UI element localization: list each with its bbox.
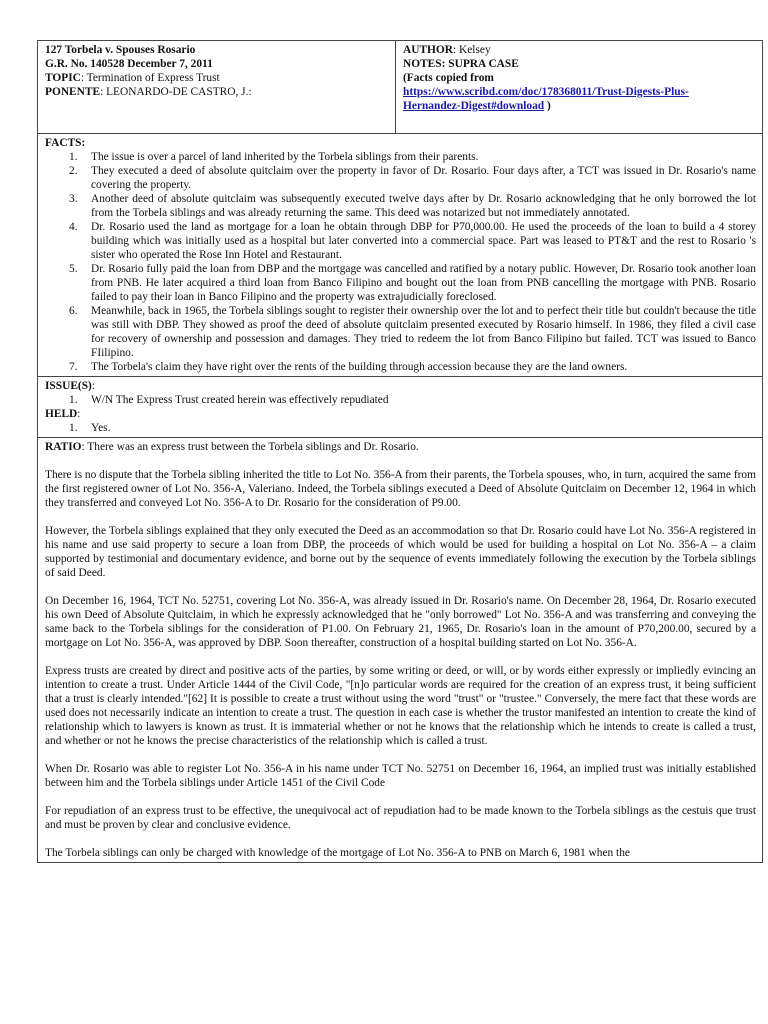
ponente-label: PONENTE <box>45 86 101 98</box>
ratio-paragraph: There is no dispute that the Torbela sibling inherited the title to Lot No. 356-A from their parents, the Torbela spouses, who, in turn, acquired the same from the first registered owner of Lot No. 356-A, Valeriano. Indeed, the Torbela siblings executed a Deed of Absolute Quitclaim on December 12, 1964 in which they transferred and conveyed Lot No. 356-A to Dr. Rosario for the consideration of P9.00. <box>45 469 756 509</box>
topic-label: TOPIC <box>45 72 81 84</box>
list-item <box>45 360 756 374</box>
author-value: : Kelsey <box>453 44 491 56</box>
ratio-paragraph: Express trusts are created by direct and positive acts of the parties, by some writing or deed, or will, or by words either expressly or impliedly evincing an intention to create a trust. Under Article 1444 of the Civil Code, "[n]o particular words are required for the creation of an express trust, it being sufficient that a trust is clearly intended."[62] It is possible to create a trust without using the word "trust" or "trustee." Conversely, the mere fact that these words are used does not necessarily indicate an intention to create a trust. The question in each case is whether the trustor manifested an intention to create the kind of relationship which to lawyers is known as trust. It is immaterial whether or not he knows that the relationship which he intends to create is called a trust, and whether or not he knows the precise characteristics of the relationship which is called a trust. <box>45 665 756 747</box>
list-item <box>45 393 756 407</box>
fact-text: The issue is over a parcel of land inherited by the Torbela siblings from their parents. <box>91 151 479 163</box>
source-link-line1[interactable]: https://www.scribd.com/doc/178368011/Trust-Digests-Plus- <box>403 86 689 98</box>
list-item <box>45 304 756 360</box>
issue-list <box>45 393 756 407</box>
author-label: AUTHOR <box>403 44 453 56</box>
held-list <box>45 421 756 435</box>
item-number: 2. <box>69 165 78 177</box>
ratio-paragraph: The Torbela siblings can only be charged with knowledge of the mortgage of Lot No. 356-A to PNB on March 6, 1981 when the <box>45 847 630 859</box>
list-item <box>45 164 756 192</box>
ratio-paragraph: However, the Torbela siblings explained that they only executed the Deed as an accommodation so that Dr. Rosario could have Lot No. 356-A registered in his name and use said property to secure a loan from DBP, the proceeds of which would be used for building a hospital on Lot No. 356-A – a claim supported by testimonial and documentary evidence, and borne out by the sequence of events immediately following the execution by the Torbela siblings of said Deed. <box>45 525 756 579</box>
list-item <box>45 262 756 304</box>
list-item <box>45 421 756 435</box>
item-number: 7. <box>69 361 78 373</box>
fact-text: They executed a deed of absolute quitclaim over the property in favor of Dr. Rosario. Four days after, a TCT was issued in Dr. Rosario's name covering the property. <box>91 165 756 191</box>
facts-row <box>38 134 763 377</box>
author-notes-cell <box>396 41 763 134</box>
list-item <box>45 220 756 262</box>
author-line <box>403 43 756 57</box>
ratio-cell <box>38 438 763 863</box>
held-heading: HELD <box>45 408 78 420</box>
ratio-row <box>38 438 763 863</box>
item-number: 1. <box>69 394 78 406</box>
facts-list <box>45 150 756 374</box>
case-info-cell <box>38 41 396 134</box>
header-row <box>38 41 763 134</box>
list-item <box>45 192 756 220</box>
case-title: 127 Torbela v. Spouses Rosario <box>45 44 196 56</box>
fact-text: Another deed of absolute quitclaim was subsequently executed twelve days after by Dr. Rosario acknowledging that he only borrowed the lot from the Torbela siblings and was already returning the same. This deed was notarized but not immediately annotated. <box>91 193 756 219</box>
fact-text: Dr. Rosario fully paid the loan from DBP and the mortgage was cancelled and ratified by a notary public. However, Dr. Rosario took another loan from PNB. He later acquired a third loan from Banco Filipino and bought out the loan from PNB cancelling the mortgage with PNB. Rosario failed to pay their loan in Banco Filipino and the property was extrajudicially foreclosed. <box>91 263 756 303</box>
case-digest-page <box>37 40 763 863</box>
ponente-line <box>45 85 389 99</box>
issue-heading-line <box>45 379 756 393</box>
fact-text: The Torbela's claim they have right over the rents of the building through accession because they are the land owners. <box>91 361 628 373</box>
issue-held-cell <box>38 377 763 438</box>
item-number: 5. <box>69 263 78 275</box>
ratio-paragraph: When Dr. Rosario was able to register Lot No. 356-A in his name under TCT No. 52751 on December 16, 1964, an implied trust was initially established between him and the Torbela siblings under Article 1451 of the Civil Code <box>45 763 756 789</box>
fact-text: Dr. Rosario used the land as mortgage for a loan he obtain through DBP for P70,000.00. He used the proceeds of the loan to build a 4 storey building which was initially used as a hospital but later converted into a commercial space. Part was leased to PT&T and the rest to Rosario 's sister who operated the Rose Inn Hotel and Restaurant. <box>91 221 756 261</box>
topic-value: : Termination of Express Trust <box>80 72 220 84</box>
item-number: 4. <box>69 221 78 233</box>
source-link-line2[interactable]: Hernandez-Digest#download <box>403 100 545 112</box>
item-number: 6. <box>69 305 78 317</box>
item-number: 1. <box>69 151 78 163</box>
held-colon: : <box>77 408 81 420</box>
facts-heading: FACTS: <box>45 137 86 149</box>
issue-colon: : <box>91 380 96 392</box>
source-link-block <box>403 85 756 113</box>
ratio-intro <box>45 440 756 454</box>
facts-source-note: (Facts copied from <box>403 72 494 84</box>
close-paren: ) <box>544 100 551 112</box>
issue-text: W/N The Express Trust created herein was effectively repudiated <box>91 394 389 406</box>
item-number: 1. <box>69 422 78 434</box>
list-item <box>45 150 756 164</box>
ratio-paragraph: For repudiation of an express trust to be effective, the unequivocal act of repudiation had to be made known to the Torbela siblings as the cestuis que trust and must be proven by clear and conclusive evidence. <box>45 805 756 831</box>
facts-cell <box>38 134 763 377</box>
ratio-heading: RATIO <box>45 441 82 453</box>
held-text: Yes. <box>91 422 111 434</box>
fact-text: Meanwhile, back in 1965, the Torbela siblings sought to register their ownership over the lot and to perfect their title but couldn't because the title was still with DBP. They showed as proof the deed of absolute quitclaim presented executed by Rosario himself. In 1986, they filed a civil case for recovery of ownership and possession and damages. They tried to redeem the lot from Banco Filipino but failed. TCT was issued to Banco FIilipino. <box>91 305 756 359</box>
held-heading-line <box>45 407 756 421</box>
issue-held-row <box>38 377 763 438</box>
ratio-intro-text: : There was an express trust between the Torbela siblings and Dr. Rosario. <box>81 441 419 453</box>
ponente-value: : LEONARDO-DE CASTRO, J.: <box>100 86 252 98</box>
notes-line: NOTES: SUPRA CASE <box>403 58 519 70</box>
topic-line <box>45 71 389 85</box>
gr-number: G.R. No. 140528 December 7, 2011 <box>45 58 213 70</box>
issue-heading: ISSUE(S) <box>45 380 92 392</box>
case-digest-table <box>37 40 763 863</box>
ratio-paragraph: On December 16, 1964, TCT No. 52751, covering Lot No. 356-A, was already issued in Dr. Rosario's name. On December 28, 1964, Dr. Rosario executed his own Deed of Absolute Quitclaim, in which he expressly acknowledged that he "only borrowed" Lot No. 356-A and was transferring and conveying the same back to the Torbela siblings for the consideration of P1.00. On February 21, 1965, Dr. Rosario's loan in the amount of P70,200.00, secured by a mortgage on Lot No. 356-A, was approved by DBP. Soon thereafter, construction of a hospital building started on Lot No. 356-A. <box>45 595 756 649</box>
item-number: 3. <box>69 193 78 205</box>
